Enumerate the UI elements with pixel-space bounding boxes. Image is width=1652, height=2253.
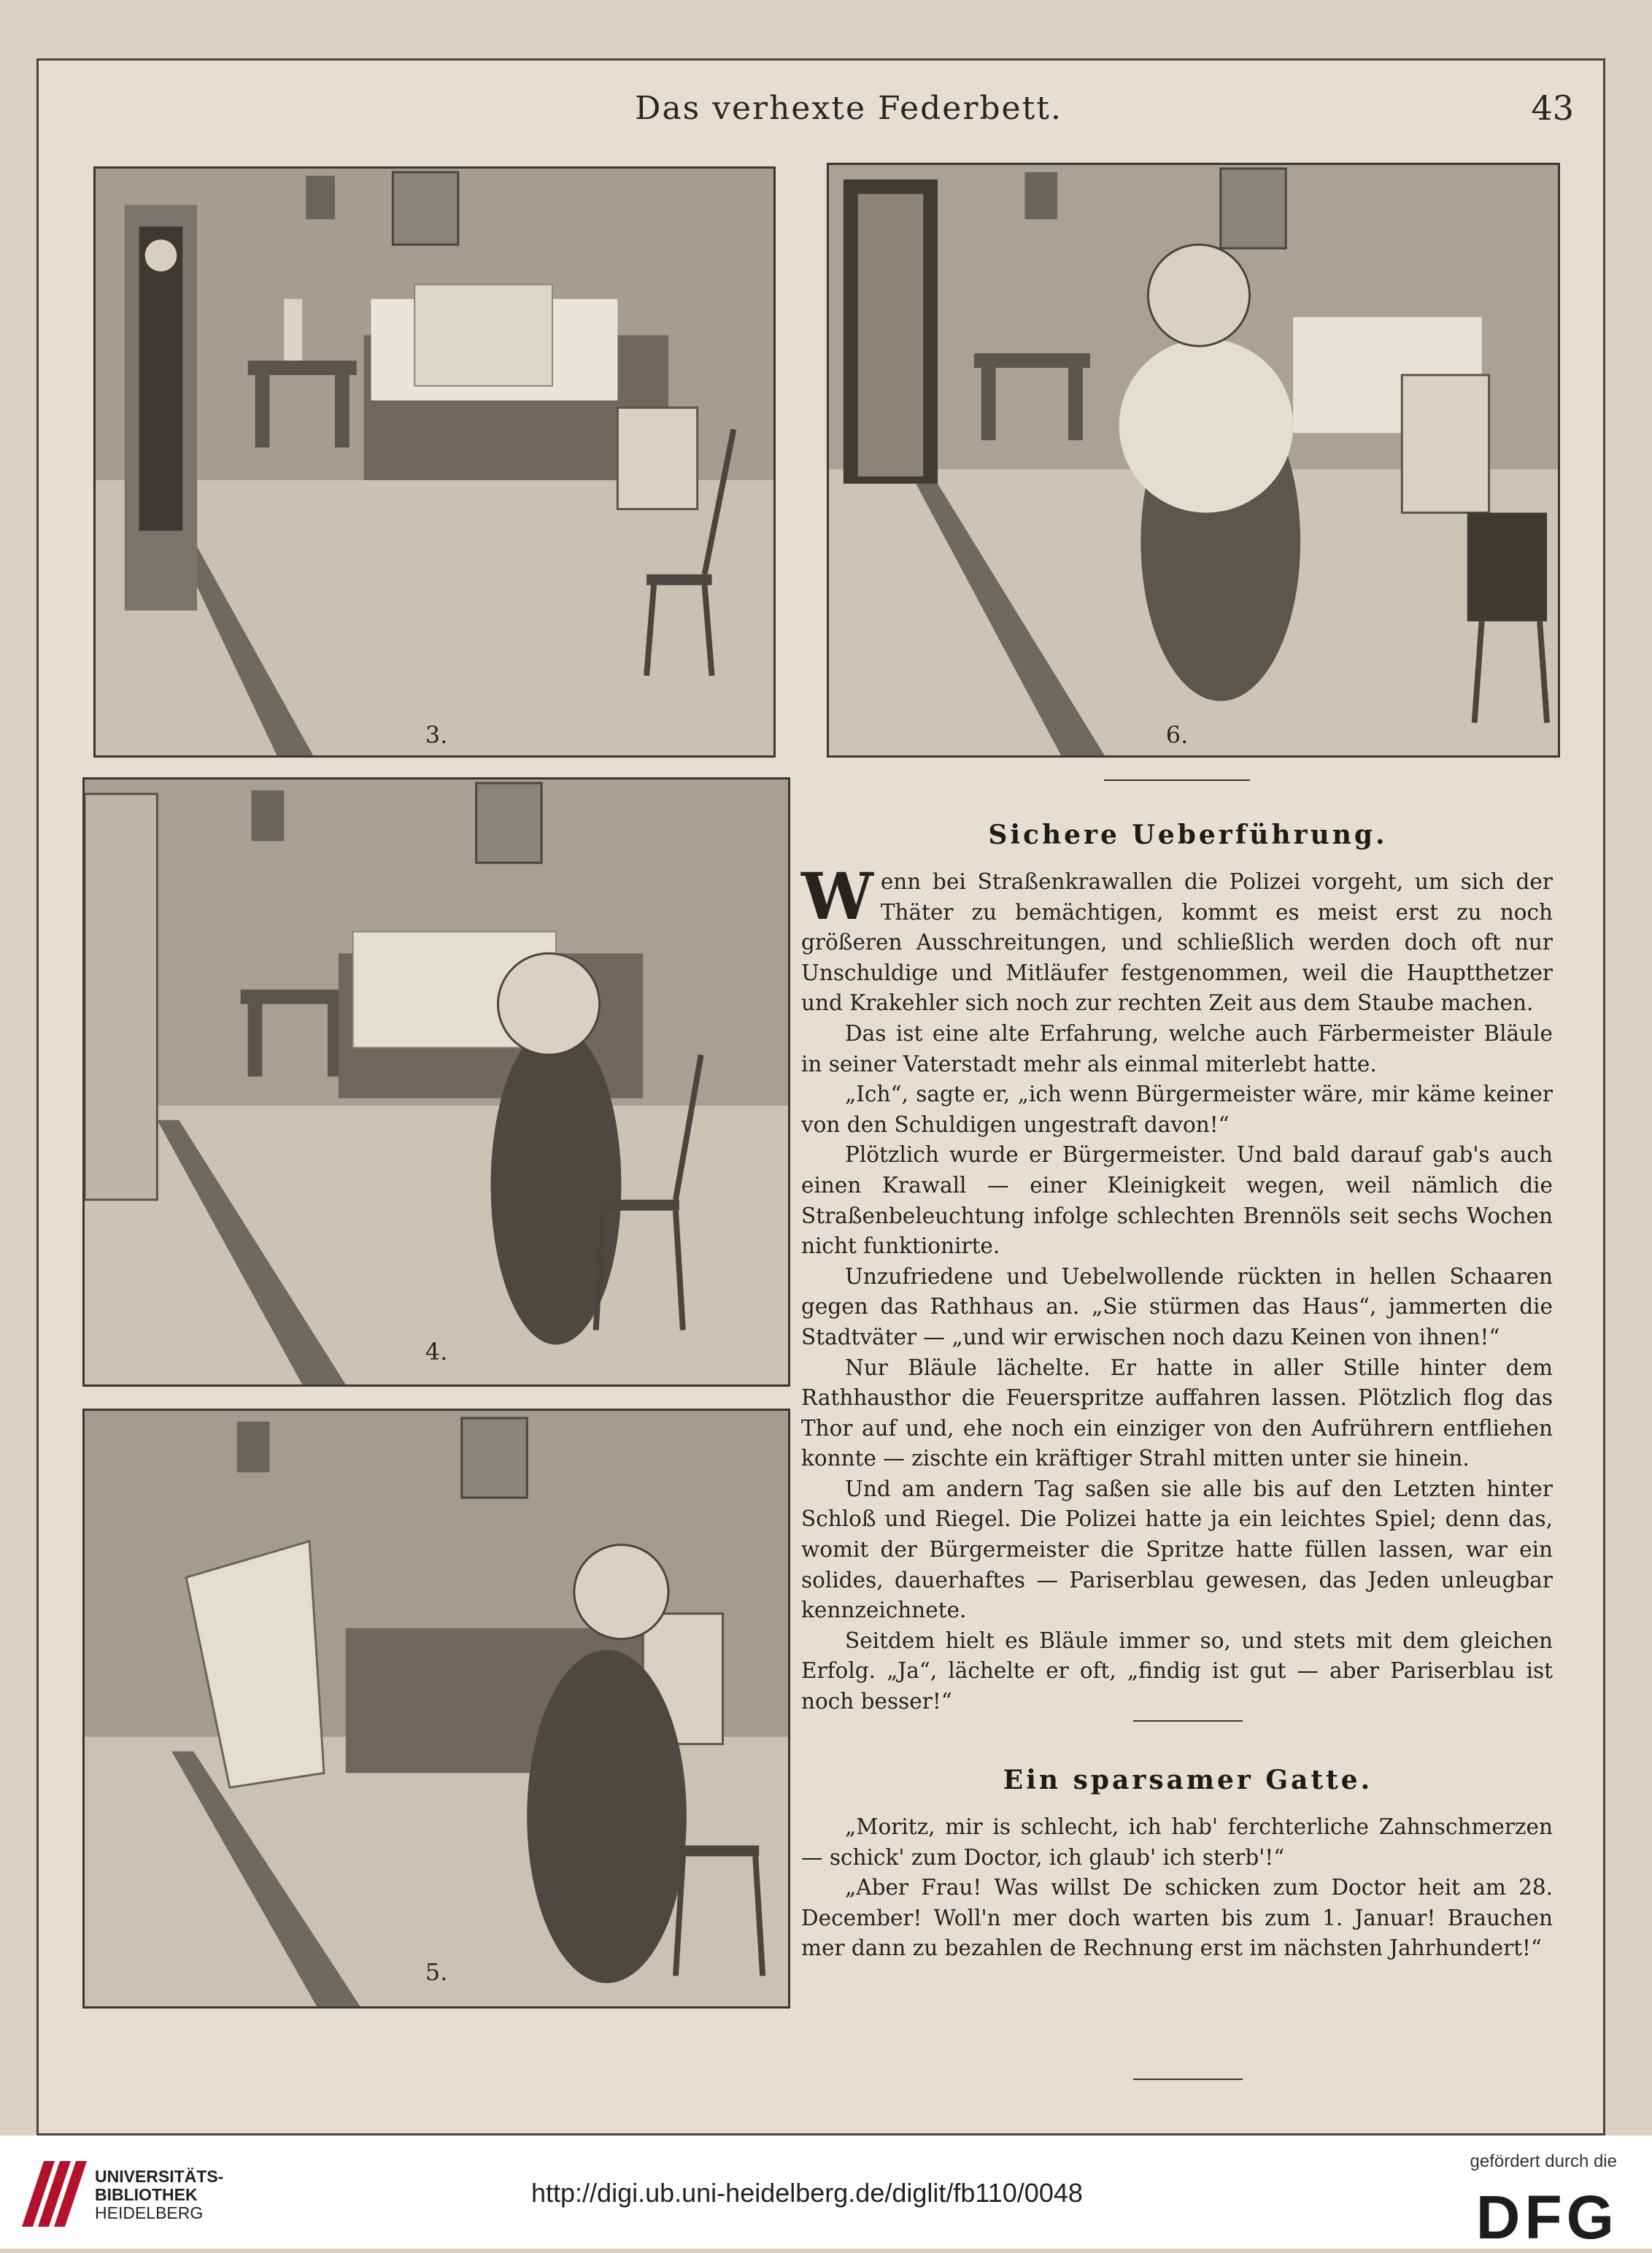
article-body-ein-sparsamer-gatte bbox=[801, 1812, 1553, 1964]
bedroom-illustration-6 bbox=[829, 165, 1558, 755]
caption-panel-3: 3. bbox=[425, 721, 448, 749]
page-number: 43 bbox=[1531, 88, 1574, 128]
article-paragraph: „Moritz, mir is schlecht, ich hab' ferchterliche Zahnschmerzen — schick' zum Doctor, ich glaub' ich sterb'!“ bbox=[801, 1814, 1553, 1870]
article-paragraph: Und am andern Tag saßen sie alle bis auf den Letzten hinter Schloß und Riegel. Die Polizei hatte ja ein leichtes Spiel; denn das, womit der Bürgermeister die Spritze hatte füllen lassen, war ein solides, dauerhaftes — Pariserblau gewesen, das Jeden unleugbar kennzeichnete. bbox=[801, 1476, 1553, 1623]
bedroom-illustration-3 bbox=[96, 169, 773, 755]
caption-panel-6: 6. bbox=[1165, 721, 1189, 749]
article-paragraph: Wenn bei Straßenkrawallen die Polizei vorgeht, um sich der Thäter zu bemächtigen, kommt es meist erst zu noch größeren Ausschreitungen, und schließlich werden doch oft nur Unschuldige und Mitläufer festgenommen, weil die Hauptthetzer und Krakehler sich noch zur rechten Zeit aus dem Staube machen. bbox=[801, 858, 1553, 1016]
article-paragraph: Plötzlich wurde er Bürgermeister. Und bald darauf gab's auch einen Krawall — einer Kleinigkeit wegen, weil nämlich die Straßenbeleuchtung infolge schlechten Brennöls seit sechs Wochen nicht funktionirte. bbox=[801, 1142, 1553, 1259]
article-title-sichere-ueberfuehrung: Sichere Ueberführung. bbox=[988, 820, 1388, 850]
digitization-footer bbox=[0, 2135, 1652, 2252]
section-divider bbox=[1133, 1720, 1243, 1722]
scanned-page bbox=[36, 58, 1605, 2135]
article-paragraph: Das ist eine alte Erfahrung, welche auch Färbermeister Bläule in seiner Vaterstadt mehr als einmal miterlebt hatte. bbox=[801, 1020, 1553, 1077]
article-paragraph: Nur Bläule lächelte. Er hatte in aller Stille hinter dem Rathhausthor die Feuerspritze auffahren lassen. Plötzlich flog das Thor auf und, ehe noch ein einziger von den Aufrührern entfliehen konnte — zischte ein kräftiger Strahl mitten unter sie hinein. bbox=[801, 1355, 1553, 1471]
illustration-panel-6 bbox=[827, 163, 1560, 758]
illustration-panel-4 bbox=[82, 777, 790, 1387]
article-paragraph: „Aber Frau! Was willst De schicken zum Doctor heit am 28. December! Woll'n mer doch warten bis zum 1. Januar! Brauchen mer dann zu bezahlen de Rechnung erst im nächsten Jahrhundert!“ bbox=[801, 1875, 1553, 1961]
illustration-panel-3 bbox=[93, 166, 776, 758]
article-paragraph: „Ich“, sagte er, „ich wenn Bürgermeister wäre, mir käme keiner von den Schuldigen ungestraft davon!“ bbox=[801, 1082, 1553, 1137]
dfg-logo: DFG bbox=[1475, 2183, 1618, 2252]
bedroom-illustration-5 bbox=[85, 1411, 788, 2006]
section-divider bbox=[1133, 2079, 1243, 2080]
article-title-ein-sparsamer-gatte: Ein sparsamer Gatte. bbox=[1003, 1765, 1373, 1795]
caption-panel-4: 4. bbox=[425, 1338, 448, 1366]
running-title: Das verhexte Federbett. bbox=[635, 90, 1062, 127]
caption-panel-5: 5. bbox=[425, 1958, 448, 1986]
bedroom-illustration-4 bbox=[85, 779, 788, 1384]
article-paragraph: Seitdem hielt es Bläule immer so, und stets mit dem gleichen Erfolg. „Ja“, lächelte er oft, „findig ist gut — aber Pariserblau ist noch besser!“ bbox=[801, 1628, 1553, 1714]
article-body-sichere-ueberfuehrung bbox=[801, 858, 1553, 1717]
institution-name: UNIVERSITÄTS- BIBLIOTHEK HEIDELBERG bbox=[95, 2167, 224, 2222]
source-url-link[interactable]: http://digi.ub.uni-heidelberg.de/diglit/fb110/0048 bbox=[531, 2178, 1083, 2208]
drop-cap: W bbox=[801, 858, 873, 934]
sponsor-label: gefördert durch die bbox=[1470, 2152, 1617, 2171]
illustration-panel-5 bbox=[82, 1409, 790, 2009]
section-divider bbox=[1104, 779, 1250, 781]
article-paragraph: Unzufriedene und Uebelwollende rückten in hellen Schaaren gegen das Rathhaus an. „Sie stürmen das Haus“, jammerten die Stadtväter — „und wir erwischen noch dazu Keinen von ihnen!“ bbox=[801, 1263, 1553, 1349]
university-library-logo-icon bbox=[22, 2161, 88, 2227]
